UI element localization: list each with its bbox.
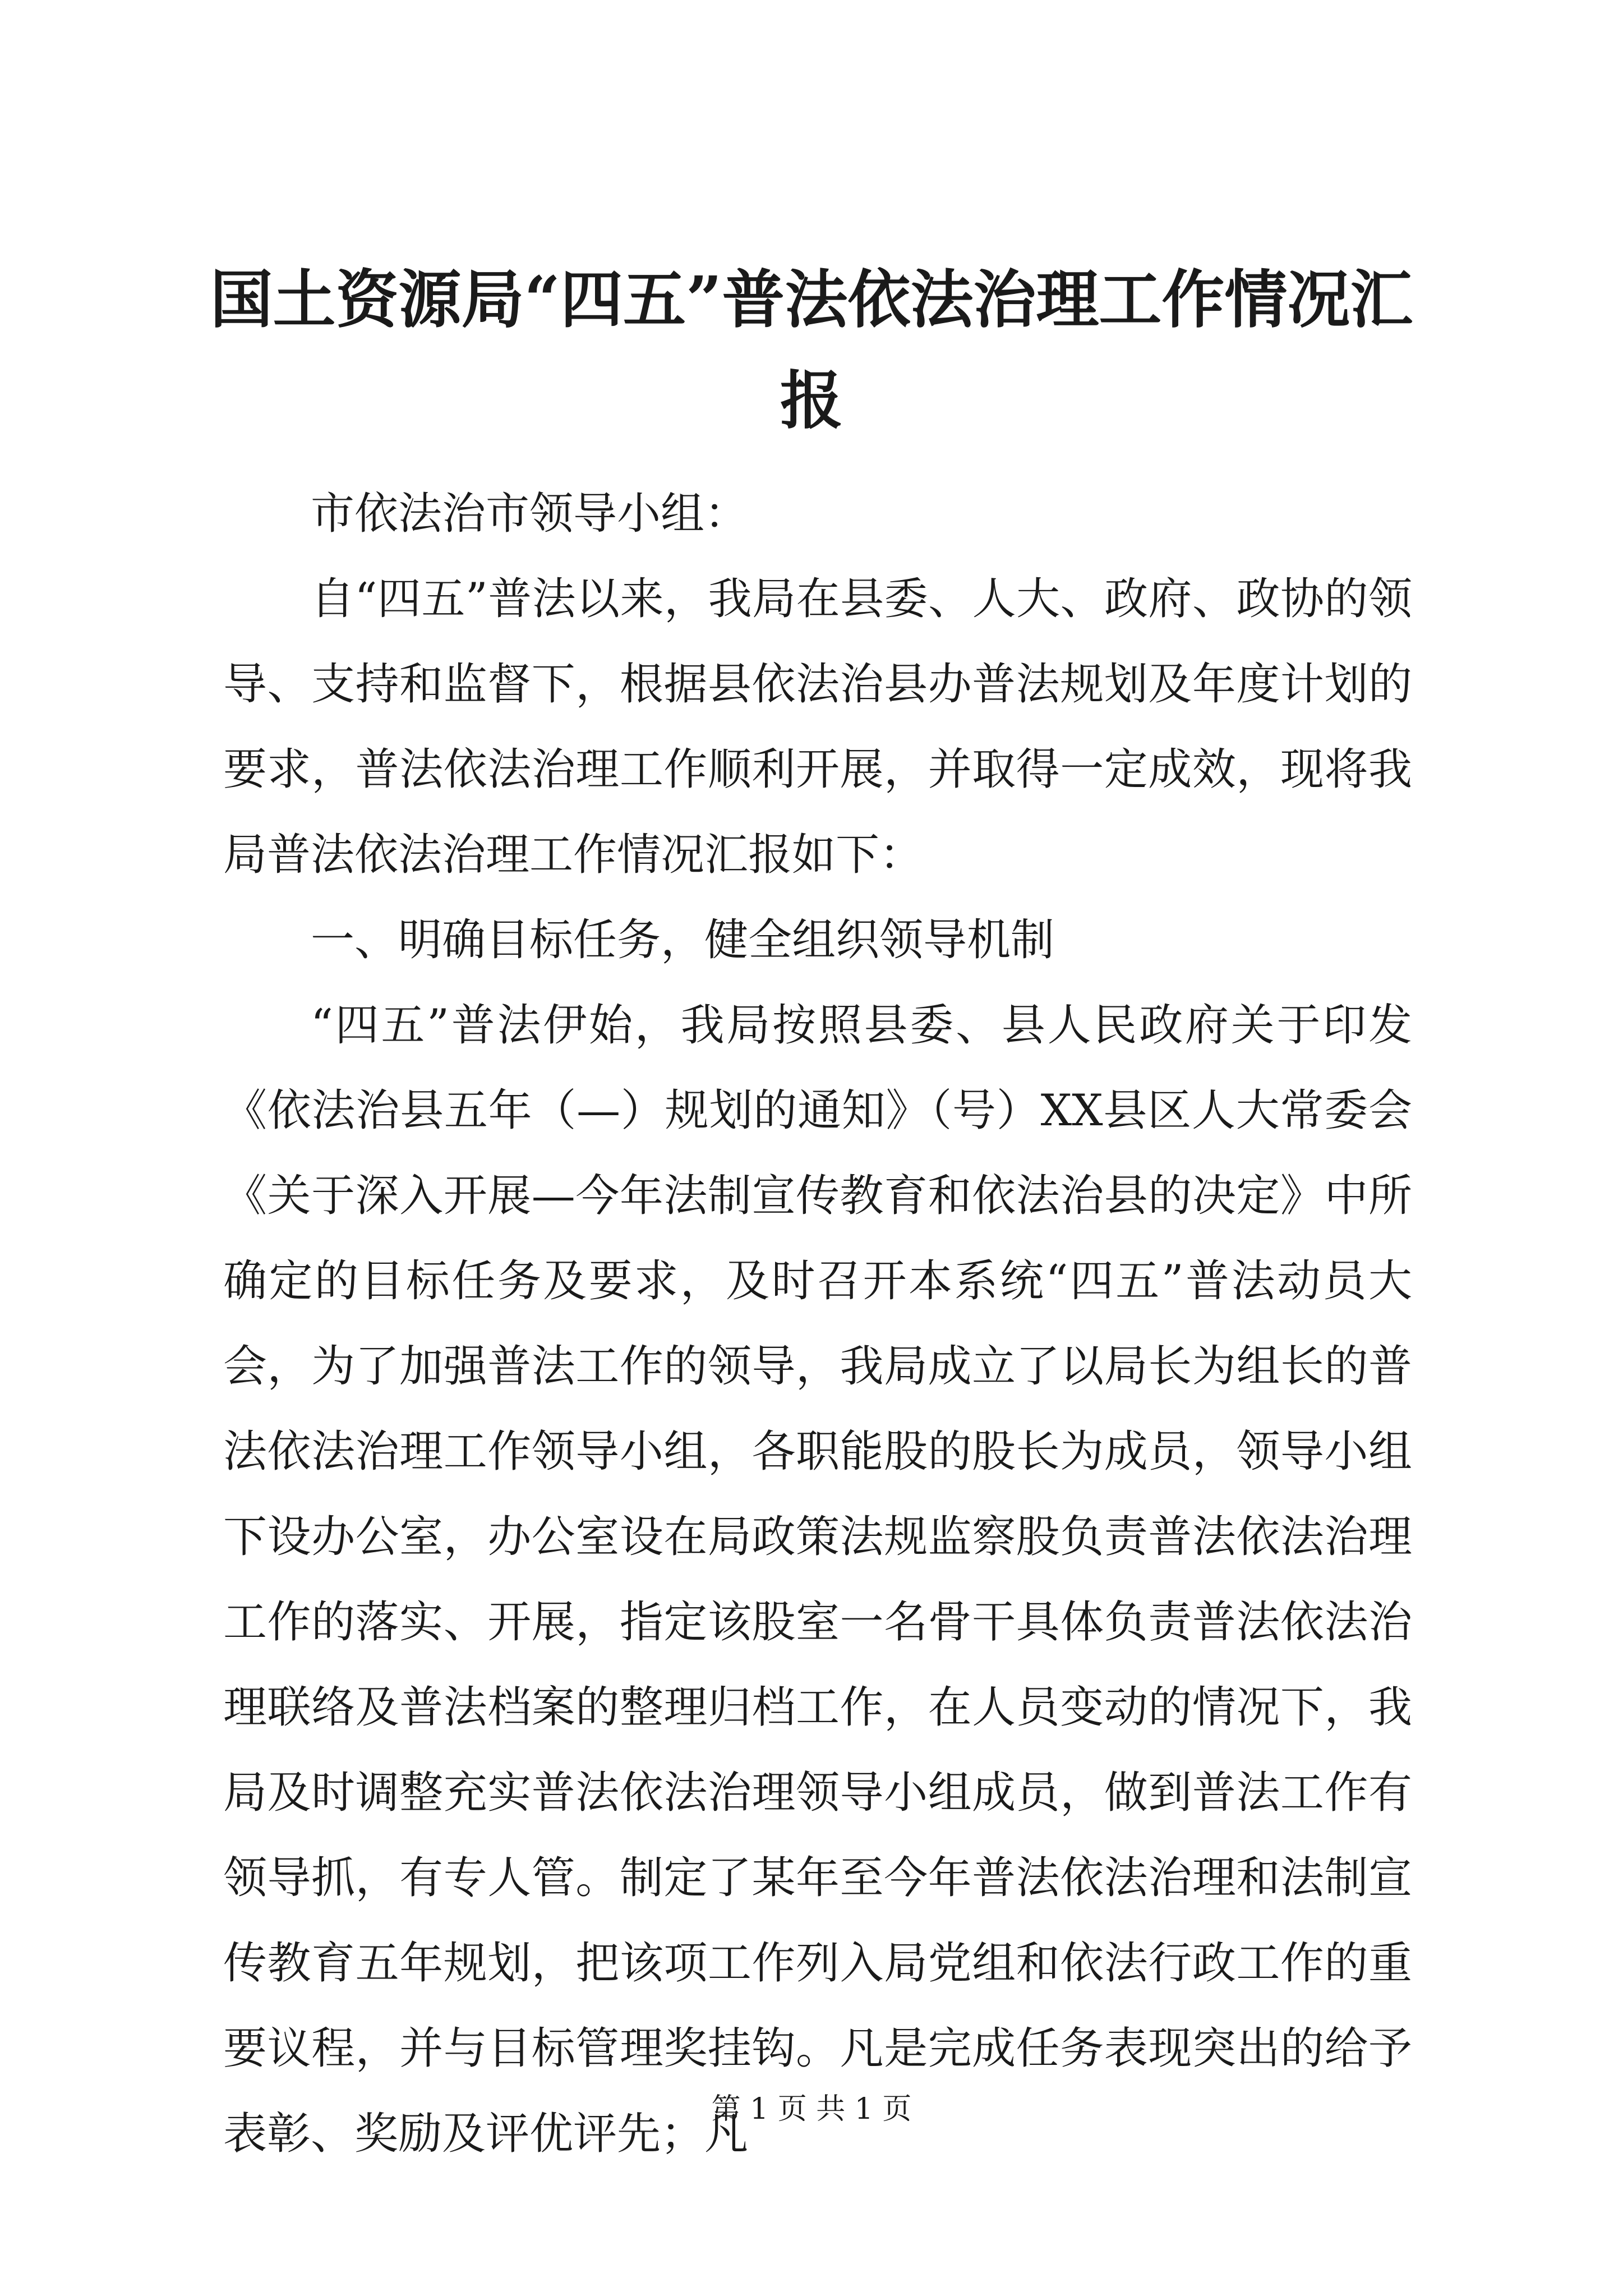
section-heading-1: 一、明确目标任务，健全组织领导机制 [311,915,1055,965]
document-title: 国土资源局“四五”普法依法治理工作情况汇报 [210,263,1413,438]
document-body [223,471,1412,2177]
intro-paragraph: 自“四五”普法以来，我局在县委、人大、政府、政协的领导、支持和监督下，根据县依法治县办普法规划及年度计划的要求，普法依法治理工作顺利开展，并取得一定成效，现将我局普法依法治理工作情况汇报如下： [223,574,1412,880]
section-1-paragraph: “四五”普法伊始，我局按照县委、县人民政府关于印发《依法治县五年（—）规划的通知》（号）XX县区人大常委会《关于深入开展—今年法制宣传教育和依法治县的决定》中所确定的目标任务及要求，及时召开本系统“四五”普法动员大会，为了加强普法工作的领导，我局成立了以局长为组长的普法依法治理工作领导小组，各职能股的股长为成员，领导小组下设办公室，办公室设在局政策法规监察股负责普法依法治理工作的落实、开展，指定该股室一名骨干具体负责普法依法治理联络及普法档案的整理归档工作，在人员变动的情况下，我局及时调整充实普法依法治理领导小组成员，做到普法工作有领导抓，有专人管。制定了某年至今年普法依法治理和法制宣传教育五年规划，把该项工作列入局党组和依法行政工作的重要议程，并与目标管理奖挂钩。凡是完成任务表现突出的给予表彰、奖励及评优评先；凡 [223,1000,1412,2159]
salutation: 市依法治市领导小组： [311,489,749,539]
page-footer: 第 1 页 共 1 页 [711,2092,912,2126]
